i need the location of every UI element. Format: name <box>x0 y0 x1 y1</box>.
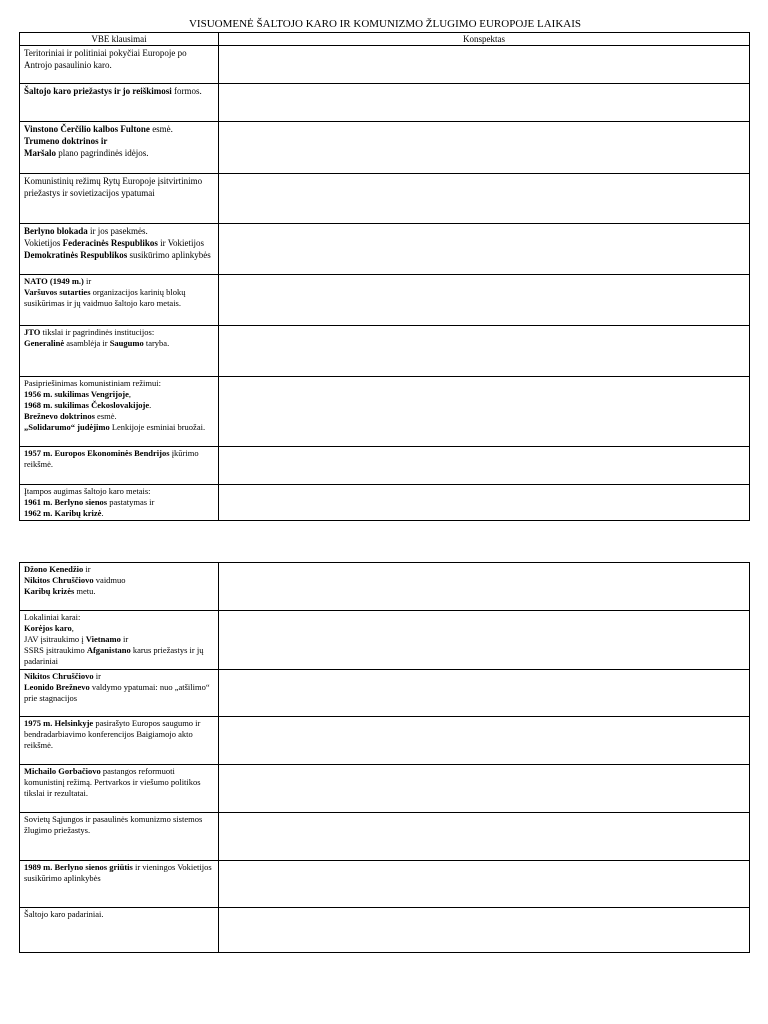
question-cell <box>20 908 219 953</box>
question-text-bold: Saugumo <box>109 338 144 348</box>
notes-cell[interactable] <box>219 275 750 326</box>
question-text-bold: 1989 m. Berlyno sienos griūtis <box>24 862 133 872</box>
question-cell <box>20 84 219 122</box>
table-row <box>20 485 750 521</box>
question-text: įkūrimo reikšmė. <box>24 448 199 469</box>
question-text: plano pagrindinės idėjos. <box>56 148 149 158</box>
table-row <box>20 670 750 717</box>
question-text-bold: Berlyno blokada <box>24 226 88 236</box>
question-text: Sovietų Sąjungos ir pasaulinės komunizmo sistemos žlugimo priežastys. <box>24 814 203 835</box>
table-row <box>20 174 750 224</box>
question-text: ir jos pasekmės. <box>87 226 148 236</box>
question-text-bold: Trumeno doktrinos ir <box>24 136 108 146</box>
question-cell <box>20 377 219 447</box>
questions-table-2 <box>19 562 750 953</box>
table-row <box>20 861 750 908</box>
question-cell <box>20 224 219 275</box>
table-row <box>20 46 750 84</box>
notes-cell[interactable] <box>219 717 750 765</box>
question-text: formos. <box>171 86 202 96</box>
table-row <box>20 326 750 377</box>
question-text-bold: Federacinės Respublikos <box>62 238 158 248</box>
question-text-bold: 1957 m. Europos Ekonominės Bendrijos <box>24 448 170 458</box>
notes-cell[interactable] <box>219 908 750 953</box>
table-row <box>20 84 750 122</box>
notes-cell[interactable] <box>219 485 750 521</box>
question-text-bold: 1975 m. Helsinkyje <box>24 718 94 728</box>
question-text: pastatymas ir <box>107 497 155 507</box>
question-text: ir vieningos Vokietijos susikūrimo aplinkybės <box>24 862 212 883</box>
notes-cell[interactable] <box>219 46 750 84</box>
notes-cell[interactable] <box>219 670 750 717</box>
question-cell <box>20 46 219 84</box>
question-text: pastangos reformuoti komunistinį režimą. Pertvarkos ir viešumo politikos tikslai ir rezultatai. <box>24 766 201 798</box>
questions-table-1 <box>19 32 750 521</box>
question-cell <box>20 122 219 174</box>
question-cell <box>20 861 219 908</box>
question-text-bold: Nikitos Chruščiovo <box>24 575 94 585</box>
table-row <box>20 122 750 174</box>
table-row <box>20 908 750 953</box>
question-text: Vokietijos <box>24 238 63 248</box>
question-text: susikūrimo aplinkybės <box>127 250 211 260</box>
question-cell <box>20 765 219 813</box>
question-text-bold: Afganistano <box>86 645 131 655</box>
question-text: SSRS įsitraukimo <box>24 645 87 655</box>
question-text: Lenkijoje esminiai bruožai. <box>109 422 206 432</box>
question-text: ir <box>83 276 92 286</box>
question-cell <box>20 670 219 717</box>
question-text: Įtampos augimas šaltojo karo metais: <box>24 486 151 496</box>
notes-cell[interactable] <box>219 224 750 275</box>
table-row <box>20 717 750 765</box>
question-text-bold: Korėjos karo <box>24 623 72 633</box>
question-text-bold: Varšuvos sutarties <box>24 287 91 297</box>
question-text-bold: Demokratinės Respublikos <box>24 250 128 260</box>
page-title: VISUOMENĖ ŠALTOJO KARO IR KOMUNIZMO ŽLUGIMO EUROPOJE LAIKAIS <box>188 18 582 30</box>
question-text-bold: Generalinė <box>24 338 65 348</box>
question-text-bold: Brežnevo doktrinos <box>24 411 95 421</box>
question-cell <box>20 813 219 861</box>
question-text-bold: Nikitos Chruščiovo <box>24 671 94 681</box>
question-cell <box>20 717 219 765</box>
notes-cell[interactable] <box>219 765 750 813</box>
notes-cell[interactable] <box>219 611 750 670</box>
question-text: Teritoriniai ir politiniai pokyčiai Europoje po Antrojo pasaulinio karo. <box>24 48 187 70</box>
notes-cell[interactable] <box>219 326 750 377</box>
question-text: Lokaliniai karai: <box>24 612 81 622</box>
question-text: ir Vokietijos <box>157 238 205 248</box>
question-text: karus priežastys ir jų padariniai <box>24 645 204 666</box>
question-text: , <box>128 389 131 399</box>
question-text: esmė. <box>94 411 117 421</box>
question-text-bold: Vinstono Čerčilio kalbos Fultone <box>24 124 150 134</box>
question-text-bold: Maršalo <box>24 148 56 158</box>
question-text: asamblėja ir <box>64 338 110 348</box>
question-text: valdymo ypatumai: nuo „atšilimo“ prie stagnacijos <box>24 682 210 703</box>
table-row <box>20 275 750 326</box>
question-text: organizacijos karinių blokų susikūrimas ir jų vaidmuo šaltojo karo metais. <box>24 287 186 308</box>
notes-cell[interactable] <box>219 377 750 447</box>
question-text: tikslai ir pagrindinės institucijos: <box>40 327 155 337</box>
question-text-bold: Šaltojo karo priežastys ir jo reiškimosi <box>24 86 172 96</box>
header-vbe-questions: VBE klausimai <box>20 33 219 46</box>
question-cell <box>20 174 219 224</box>
question-text: vaidmuo <box>93 575 126 585</box>
question-cell <box>20 275 219 326</box>
table-row <box>20 563 750 611</box>
question-cell <box>20 611 219 670</box>
notes-cell[interactable] <box>219 447 750 485</box>
question-text-bold: Leonido Brežnevo <box>24 682 90 692</box>
question-text: . <box>149 400 152 410</box>
question-cell <box>20 447 219 485</box>
question-text: pasirašyto Europos saugumo ir bendradarbiavimo konferencijos Baigiamojo akto reikšmė. <box>24 718 201 750</box>
question-text-bold: 1961 m. Berlyno sienos <box>24 497 108 507</box>
notes-cell[interactable] <box>219 122 750 174</box>
header-notes: Konspektas <box>219 33 750 46</box>
question-text: . <box>101 508 104 518</box>
question-text-bold: NATO (1949 m.) <box>24 276 84 286</box>
question-text: esmė. <box>149 124 173 134</box>
notes-cell[interactable] <box>219 813 750 861</box>
question-text: , <box>71 623 74 633</box>
question-cell <box>20 326 219 377</box>
question-text-bold: 1962 m. Karibų krizė <box>24 508 102 518</box>
question-text-bold: Karibų krizės <box>24 586 75 596</box>
question-text: Komunistinių režimų Rytų Europoje įsitvirtinimo priežastys ir sovietizacijos ypatumai <box>24 176 203 198</box>
question-text-bold: 1968 m. sukilimas Čekoslovakijoje <box>24 400 150 410</box>
question-text-bold: Michailo Gorbačiovo <box>24 766 101 776</box>
question-text-bold: Vietnamo <box>85 634 121 644</box>
question-text: ir <box>93 671 101 681</box>
notes-cell[interactable] <box>219 861 750 908</box>
table-header-row <box>20 33 750 46</box>
notes-cell[interactable] <box>219 563 750 611</box>
question-text: Pasipriešinimas komunistiniam režimui: <box>24 378 161 388</box>
question-text: ir <box>120 634 129 644</box>
notes-cell[interactable] <box>219 84 750 122</box>
question-text: ir <box>83 564 91 574</box>
question-text: JAV įsitraukimo į <box>24 634 86 644</box>
question-text: taryba. <box>143 338 170 348</box>
question-text-bold: JTO <box>24 327 41 337</box>
question-text-bold: „Solidarumo“ judėjimo <box>24 422 110 432</box>
question-text-bold: Džono Kenedžio <box>24 564 84 574</box>
question-text-bold: 1956 m. sukilimas Vengrijoje <box>24 389 129 399</box>
question-text: metu. <box>74 586 96 596</box>
table-row <box>20 377 750 447</box>
table-row <box>20 447 750 485</box>
table-row <box>20 611 750 670</box>
table-row <box>20 224 750 275</box>
table-row <box>20 765 750 813</box>
question-cell <box>20 563 219 611</box>
notes-cell[interactable] <box>219 174 750 224</box>
question-text: Šaltojo karo padariniai. <box>24 909 104 919</box>
table-row <box>20 813 750 861</box>
question-cell <box>20 485 219 521</box>
